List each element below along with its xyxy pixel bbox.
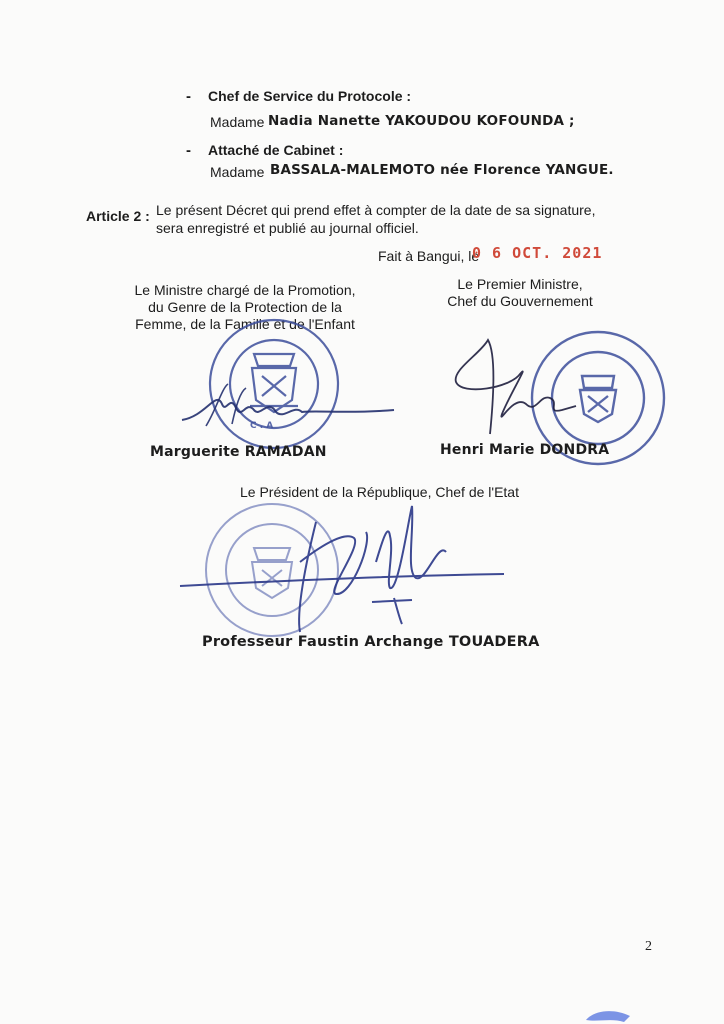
president-title: Le Président de la République, Chef de l'Etat [240, 484, 519, 500]
minister-title-1: Le Ministre chargé de la Promotion, [134, 282, 356, 298]
article-line-2: sera enregistré et publié au journal officiel. [156, 220, 419, 236]
cabinet-title: Madame [210, 164, 265, 180]
minister-title-2: du Genre de la Protection de la [148, 299, 342, 315]
article-line-1: Le présent Décret qui prend effet à compter de la date de sa signature, [156, 202, 596, 218]
cabinet-heading: Attaché de Cabinet : [208, 142, 344, 158]
pm-name: Henri Marie DONDRA [440, 442, 610, 458]
minister-name: Marguerite RAMADAN [150, 444, 327, 460]
cabinet-bullet: - [186, 142, 191, 159]
protocol-name: Nadia Nanette YAKOUDOU KOFOUNDA ; [268, 113, 575, 129]
page-number: 2 [645, 939, 652, 954]
protocol-title: Madame [210, 114, 265, 130]
prime-minister-signature-icon [450, 334, 580, 444]
ink-smudge-icon [584, 1008, 632, 1024]
minister-title-3: Femme, de la Famille et de l'Enfant [135, 316, 355, 332]
pm-title-1: Le Premier Ministre, [457, 276, 583, 292]
protocol-heading: Chef de Service du Protocole : [208, 88, 412, 104]
date-stamp: 0 6 OCT. 2021 [472, 244, 603, 262]
cabinet-name: BASSALA-MALEMOTO née Florence YANGUE. [270, 162, 614, 178]
president-signature-icon [176, 502, 506, 638]
svg-text:C . A: C . A [250, 421, 274, 431]
president-name: Professeur Faustin Archange TOUADERA [202, 634, 540, 650]
article-label: Article 2 : [86, 208, 150, 224]
minister-signature-icon [176, 380, 400, 432]
pm-title-2: Chef du Gouvernement [447, 293, 593, 309]
protocol-bullet: - [186, 88, 191, 105]
place-text: Fait à Bangui, le [378, 248, 480, 264]
